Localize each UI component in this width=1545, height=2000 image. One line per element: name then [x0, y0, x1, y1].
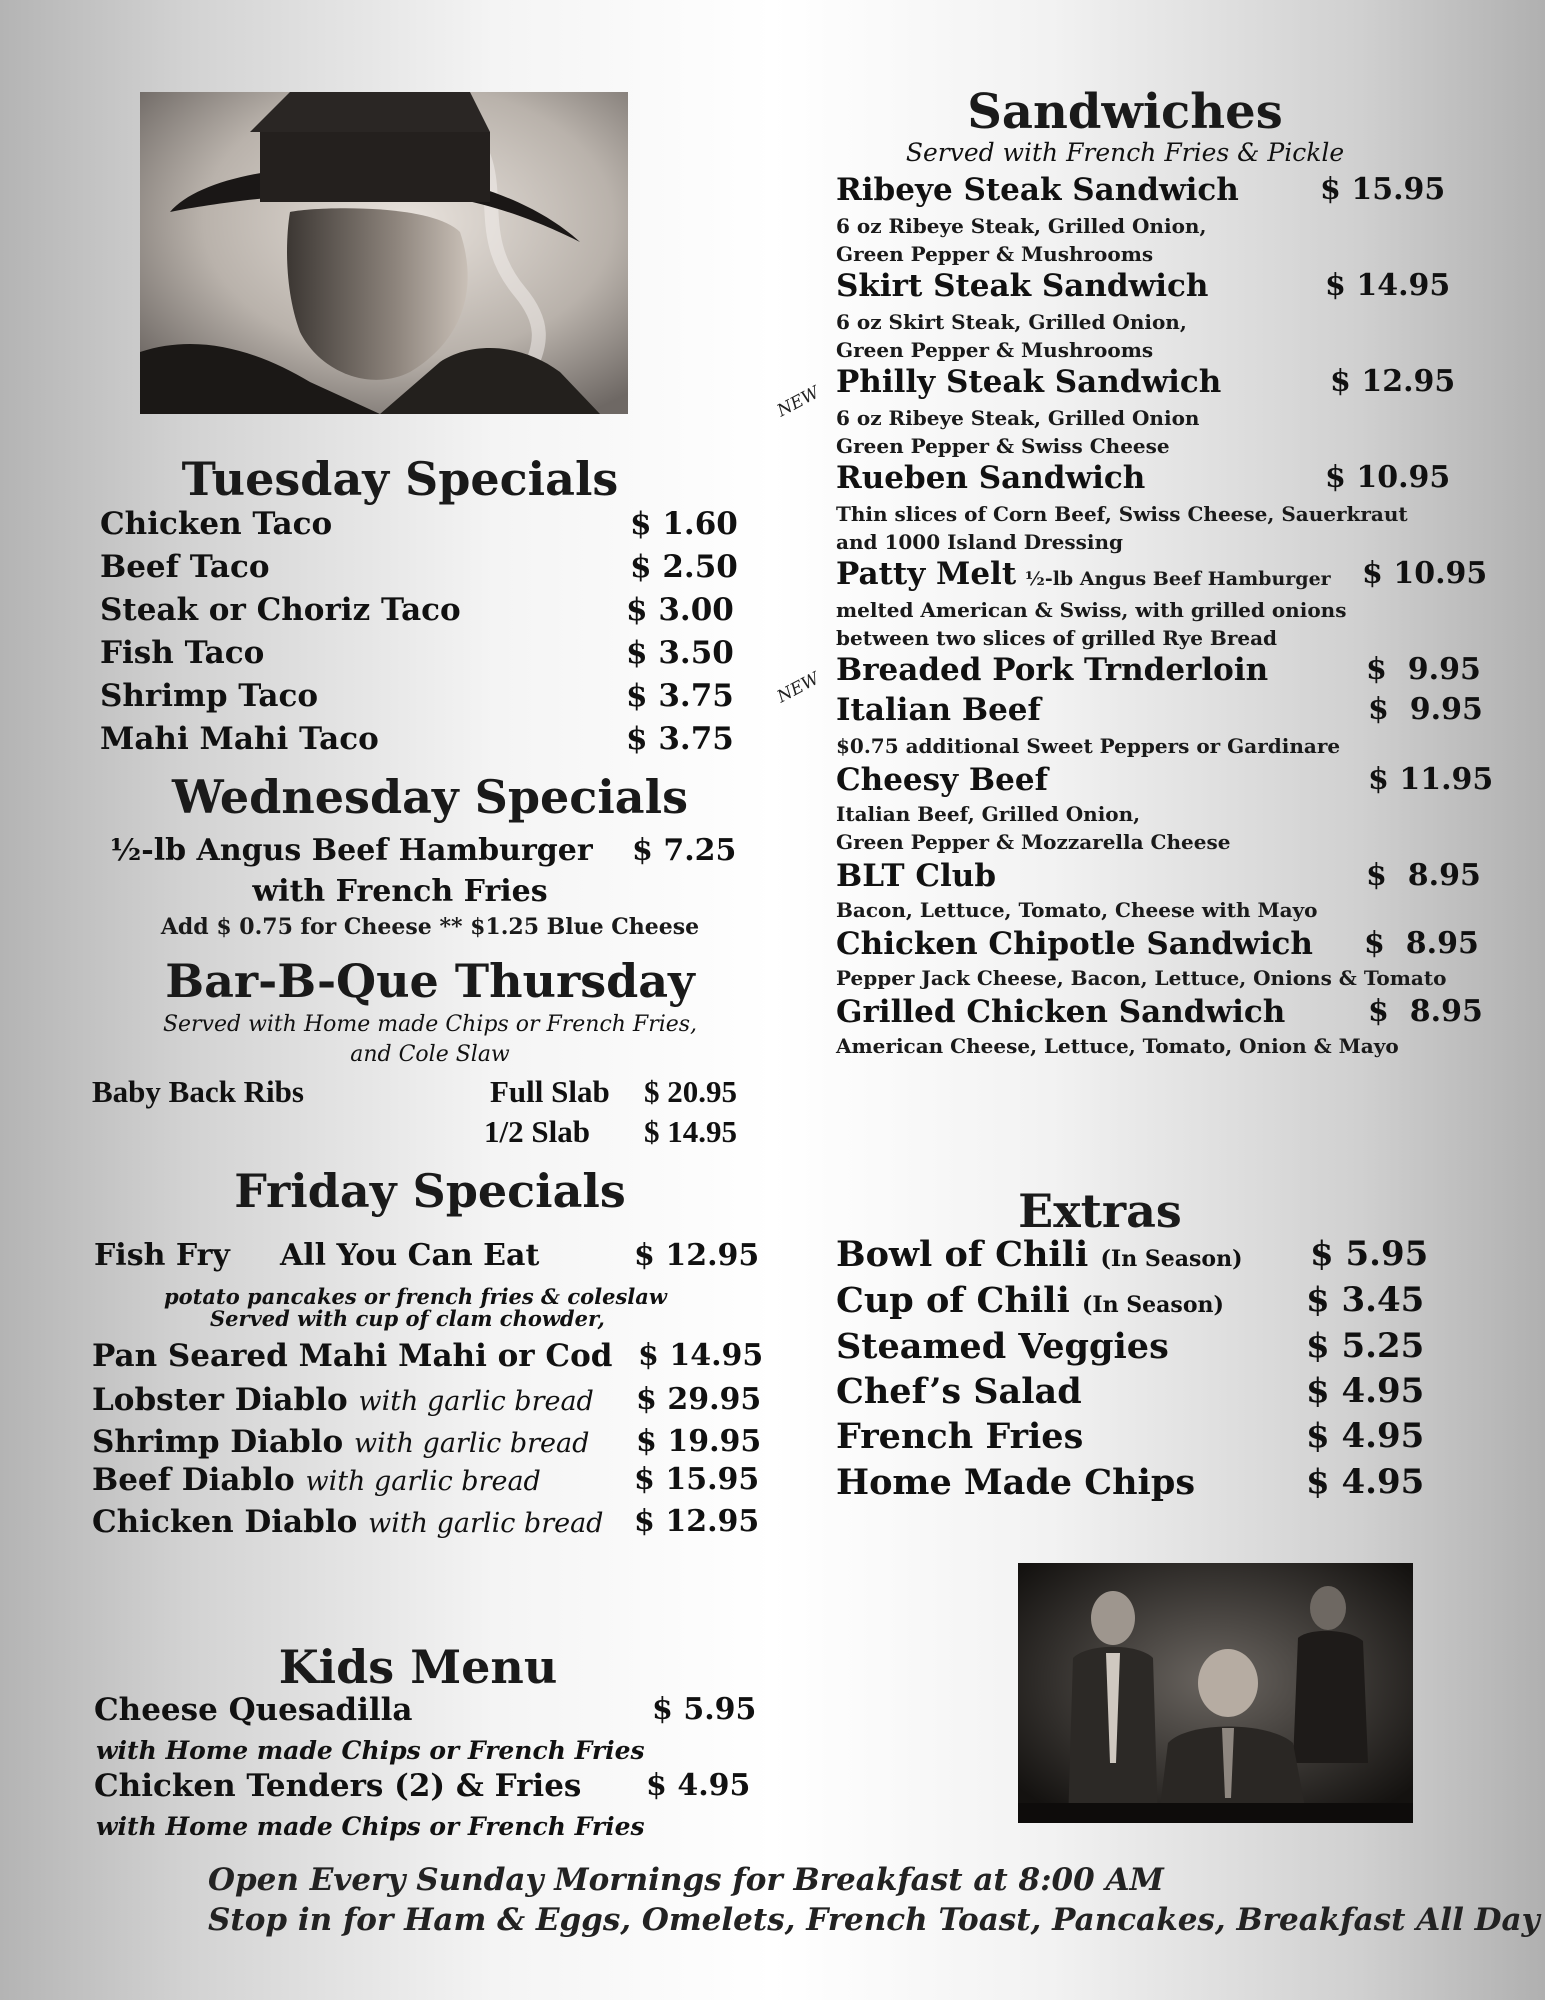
menu-item-name-text: Beef Diablo [92, 1462, 295, 1498]
menu-item-desc: Pepper Jack Cheese, Bacon, Lettuce, Onions & Tomato [836, 966, 1447, 990]
menu-item-price: $ 8.95 [1364, 926, 1479, 961]
menu-item-price: $ 5.95 [652, 1692, 757, 1727]
menu-item-name: Skirt Steak Sandwich [836, 268, 1209, 304]
menu-item-desc: Green Pepper & Mozzarella Cheese [836, 830, 1231, 854]
new-tag: NEW [773, 668, 823, 708]
menu-item-price: $ 14.95 [1325, 268, 1451, 303]
menu-item-price: $ 3.75 [626, 678, 734, 714]
menu-item-note: (In Season) [1100, 1246, 1243, 1272]
menu-item-note: Add $ 0.75 for Cheese ** $1.25 Blue Cheese [160, 914, 700, 940]
menu-item-price: $ 12.95 [634, 1238, 760, 1273]
menu-item-price: $ 20.95 [644, 1074, 737, 1109]
menu-item-desc: Green Pepper & Mushrooms [836, 338, 1154, 362]
menu-item-desc: 6 oz Ribeye Steak, Grilled Onion, [836, 214, 1207, 238]
menu-item-note: with garlic bread [358, 1386, 594, 1417]
menu-item-note: with Home made Chips or French Fries [96, 1812, 645, 1841]
menu-item-name: Fish Taco [100, 635, 265, 671]
footer-line: Open Every Sunday Mornings for Breakfast at 8:00 AM [208, 1862, 1164, 1898]
menu-item-price: $ 15.95 [634, 1462, 760, 1497]
menu-item-name: Home Made Chips [836, 1462, 1196, 1503]
menu-item-name: French Fries [836, 1416, 1084, 1457]
menu-item-price: $ 3.50 [626, 635, 734, 671]
friday-title: Friday Specials [234, 1164, 626, 1218]
new-tag: NEW [773, 382, 823, 422]
menu-item-desc: Green Pepper & Mushrooms [836, 242, 1154, 266]
menu-item-name: Baby Back Ribs [92, 1074, 304, 1109]
menu-item-name: Patty Melt [836, 556, 1017, 592]
menu-item-price: $ 15.95 [1320, 172, 1446, 207]
thursday-title: Bar-B-Que Thursday [165, 954, 695, 1008]
menu-item-name: Steak or Choriz Taco [100, 592, 461, 628]
menu-item-price: $ 3.75 [626, 721, 734, 757]
fedora-man-photo [140, 92, 628, 414]
menu-item-name: Chicken Taco [100, 506, 333, 542]
menu-item-price: $ 5.95 [1310, 1234, 1429, 1274]
kids-title: Kids Menu [278, 1640, 558, 1694]
menu-item-size: Full Slab [490, 1074, 610, 1109]
menu-item-name [92, 1338, 612, 1374]
menu-item-price: $ 9.95 [1366, 652, 1481, 687]
menu-item-price: $ 19.95 [636, 1424, 762, 1459]
mobsters-photo [1018, 1563, 1413, 1823]
menu-item-note: (In Season) [1081, 1292, 1224, 1318]
menu-item-desc: Italian Beef, Grilled Onion, [836, 802, 1141, 826]
menu-item-price: $ 8.95 [1368, 994, 1483, 1029]
menu-item-name-text: Bowl of Chili [836, 1234, 1089, 1275]
menu-item-price: $ 8.95 [1366, 858, 1481, 893]
menu-item-name-text: Pan Seared Mahi Mahi or Cod [92, 1338, 613, 1374]
menu-item-price: $ 3.45 [1306, 1280, 1425, 1320]
menu-item-line2: with French Fries [252, 874, 548, 909]
menu-item-desc: Green Pepper & Swiss Cheese [836, 434, 1170, 458]
menu-item-name: Fish Fry [94, 1238, 230, 1273]
menu-item-name: Shrimp Taco [100, 678, 319, 714]
menu-item-name: Italian Beef [836, 692, 1041, 728]
menu-item-name-text: Lobster Diablo [92, 1382, 348, 1418]
menu-item-label: All You Can Eat [280, 1238, 540, 1273]
menu-item-name: Philly Steak Sandwich [836, 364, 1222, 400]
menu-item-name: Rueben Sandwich [836, 460, 1146, 496]
menu-item-price: $ 2.50 [630, 549, 738, 585]
menu-item-price: $ 9.95 [1368, 692, 1483, 727]
menu-item-price: $ 14.95 [638, 1338, 764, 1373]
menu-item-name-text: Chicken Diablo [92, 1504, 358, 1540]
menu-item-desc: $0.75 additional Sweet Peppers or Gardinare [836, 734, 1341, 758]
thursday-subtitle: and Cole Slaw [350, 1042, 510, 1067]
menu-item-note: with Home made Chips or French Fries [96, 1736, 645, 1765]
menu-item-price: $ 10.95 [1325, 460, 1451, 495]
tuesday-title: Tuesday Specials [181, 452, 619, 506]
menu-item-name: Chicken Tenders (2) & Fries [94, 1768, 582, 1804]
menu-item-name: Cheese Quesadilla [94, 1692, 413, 1728]
menu-item-price: $ 7.25 [632, 833, 737, 868]
menu-item-name [836, 1280, 1224, 1321]
menu-item-name-text: Cup of Chili [836, 1280, 1070, 1321]
extras-title: Extras [1018, 1184, 1182, 1238]
menu-item-desc: melted American & Swiss, with grilled onions [836, 598, 1347, 622]
menu-item-name: Ribeye Steak Sandwich [836, 172, 1239, 208]
menu-item-name: Breaded Pork Trnderloin [836, 652, 1269, 688]
menu-item-price: $ 3.00 [626, 592, 734, 628]
thursday-subtitle: Served with Home made Chips or French Fries, [162, 1012, 698, 1037]
menu-item-name-text: Shrimp Diablo [92, 1424, 344, 1460]
menu-item-note: Served with cup of clam chowder, [210, 1306, 605, 1331]
menu-item-note: with garlic bread [368, 1508, 604, 1539]
footer-line: Stop in for Ham & Eggs, Omelets, French Toast, Pancakes, Breakfast All Day [208, 1902, 1540, 1938]
menu-item-price: $ 1.60 [630, 506, 738, 542]
menu-item-price: $ 12.95 [1330, 364, 1456, 399]
menu-item-price: $ 4.95 [1306, 1371, 1425, 1411]
menu-item-name: Mahi Mahi Taco [100, 721, 379, 757]
menu-item-name [836, 1234, 1242, 1275]
menu-item-desc: between two slices of grilled Rye Bread [836, 626, 1278, 650]
menu-item-desc: Thin slices of Corn Beef, Swiss Cheese, Sauerkraut [836, 502, 1408, 526]
menu-item-note: potato pancakes or french fries & coleslaw [164, 1284, 667, 1309]
menu-item-price: $ 5.25 [1306, 1326, 1425, 1366]
menu-item-name: Cheesy Beef [836, 762, 1048, 798]
menu-item-name: BLT Club [836, 858, 996, 894]
menu-item-price: $ 11.95 [1368, 762, 1494, 797]
wednesday-title: Wednesday Specials [172, 770, 688, 824]
menu-item-name: Steamed Veggies [836, 1326, 1169, 1367]
sandwiches-subtitle: Served with French Fries & Pickle [905, 138, 1345, 167]
menu-item-name: Beef Taco [100, 549, 270, 585]
menu-item-note: with garlic bread [353, 1428, 590, 1459]
menu-item-desc: 6 oz Skirt Steak, Grilled Onion, [836, 310, 1187, 334]
menu-item-price: $ 4.95 [646, 1768, 751, 1803]
menu-item-name: ½-lb Angus Beef Hamburger [110, 833, 593, 868]
menu-item-desc: and 1000 Island Dressing [836, 530, 1123, 554]
menu-item-price: $ 4.95 [1306, 1462, 1425, 1502]
menu-item-name [92, 1504, 603, 1540]
menu-item-name [92, 1462, 541, 1498]
menu-item-name: Grilled Chicken Sandwich [836, 994, 1286, 1030]
menu-item-name: Chicken Chipotle Sandwich [836, 926, 1313, 962]
menu-item-price: $ 4.95 [1306, 1416, 1425, 1456]
menu-item-price: $ 14.95 [644, 1114, 737, 1149]
menu-item-name [92, 1424, 589, 1460]
sandwiches-title: Sandwiches [967, 84, 1283, 140]
menu-item-size: 1/2 Slab [484, 1114, 590, 1149]
menu-item-note: with garlic bread [305, 1466, 541, 1497]
menu-item-name: Chef’s Salad [836, 1371, 1082, 1412]
menu-item-inline-note: ½-lb Angus Beef Hamburger [1025, 568, 1331, 590]
menu-item-price: $ 10.95 [1362, 556, 1488, 591]
menu-item-price: $ 29.95 [636, 1382, 762, 1417]
menu-item-desc: American Cheese, Lettuce, Tomato, Onion & Mayo [836, 1034, 1399, 1058]
menu-item-price: $ 12.95 [634, 1504, 760, 1539]
menu-item-name [92, 1382, 594, 1418]
menu-item-desc: 6 oz Ribeye Steak, Grilled Onion [836, 406, 1200, 430]
menu-item-desc: Bacon, Lettuce, Tomato, Cheese with Mayo [836, 898, 1318, 922]
